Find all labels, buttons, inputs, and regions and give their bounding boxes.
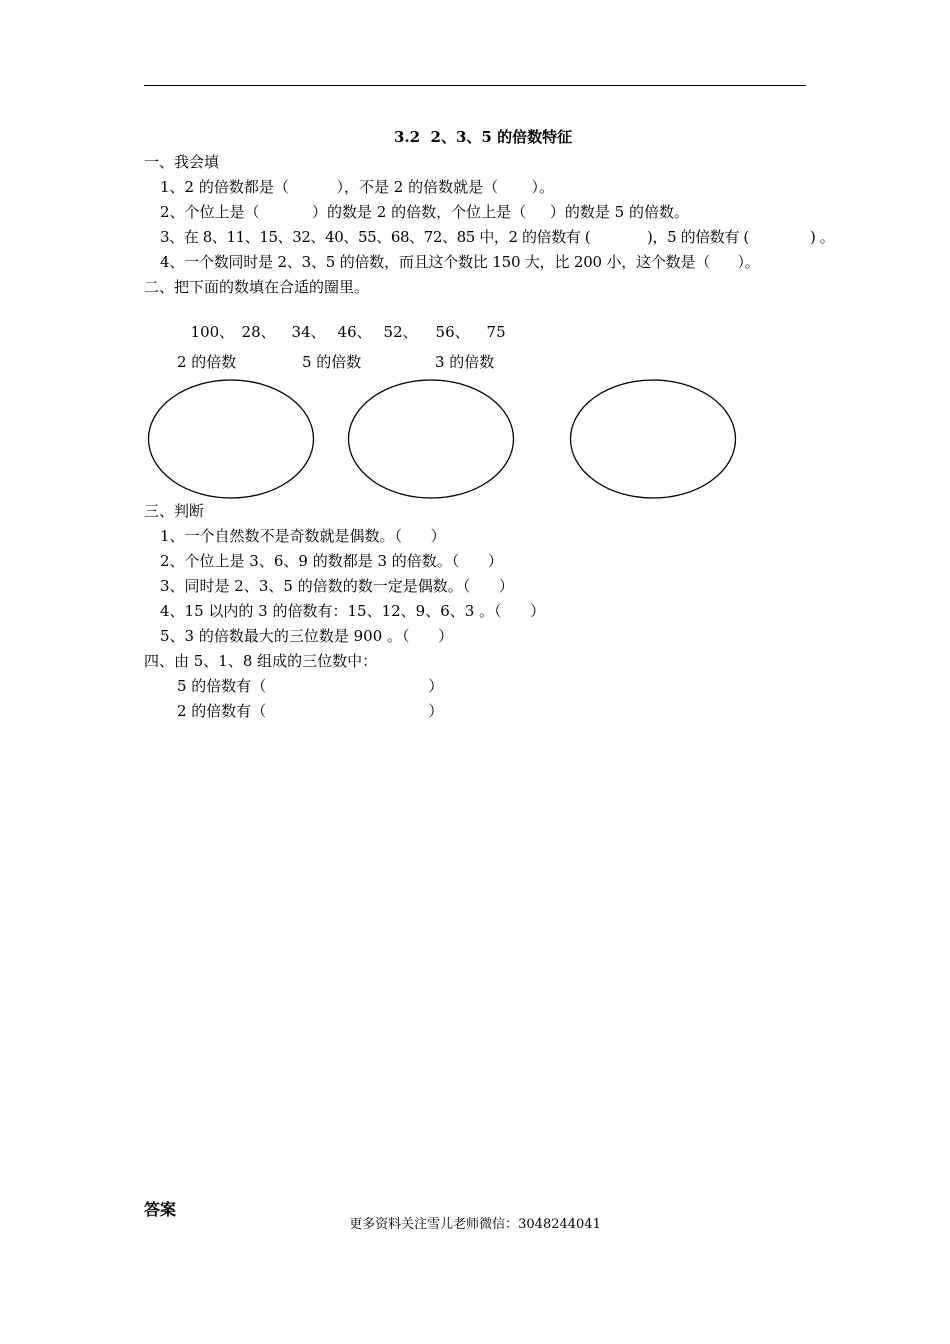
section4-heading: 四、由 5、1、8 组成的三位数中：: [144, 652, 378, 670]
number-item: 46、: [337, 323, 372, 341]
circle-multiples-of-5[interactable]: [349, 380, 514, 498]
number-item: 52、: [383, 323, 418, 341]
section1-q4: 4、一个数同时是 2、3、5 的倍数，而且这个数比 150 大，比 200 小，这个数是（ ）。: [160, 253, 760, 271]
section4-answer-5: 5 的倍数有（ ）: [177, 677, 444, 695]
circles-area: [0, 0, 950, 520]
section2-heading: 二、把下面的数填在合适的圈里。: [144, 278, 370, 296]
section3-q3: 3、同时是 2、3、5 的倍数的数一定是偶数。（ ）: [160, 577, 514, 595]
section3-heading: 三、判断: [144, 502, 205, 520]
section3-q2: 2、个位上是 3、6、9 的数都是 3 的倍数。（ ）: [160, 552, 503, 570]
page-title: 3.2 2、3、5 的倍数特征: [394, 128, 573, 146]
section3-q5: 5、3 的倍数最大的三位数是 900 。（ ）: [160, 627, 454, 645]
label-multiples-of-2: 2 的倍数: [177, 353, 237, 371]
section1-q3: 3、在 8、11、15、32、40、55、68、72、85 中，2 的倍数有 ( )，5 的倍数有 ( ) 。: [160, 228, 835, 246]
circle-multiples-of-2[interactable]: [149, 380, 314, 498]
label-multiples-of-3: 3 的倍数: [435, 353, 495, 371]
number-item: 56、: [435, 323, 470, 341]
section1-heading: 一、我会填: [144, 153, 220, 171]
label-multiples-of-5: 5 的倍数: [302, 353, 362, 371]
section1-q2: 2、个位上是（ ）的数是 2 的倍数，个位上是（ ）的数是 5 的倍数。: [160, 203, 689, 221]
section3-q1: 1、一个自然数不是奇数就是偶数。（ ）: [160, 527, 446, 545]
section4-answer-2: 2 的倍数有（ ）: [177, 702, 444, 720]
number-item: 28、: [241, 323, 276, 341]
number-item: 34、: [291, 323, 326, 341]
number-item: 75: [486, 323, 506, 341]
section3-q4: 4、15 以内的 3 的倍数有：15、12、9、6、3 。（ ）: [160, 602, 546, 620]
section1-q1: 1、2 的倍数都是（ ），不是 2 的倍数就是（ ）。: [160, 178, 554, 196]
number-item: 100、: [190, 323, 235, 341]
answers-heading: 答案: [144, 1200, 177, 1219]
footer-note: 更多资料关注雪儿老师微信：3048244041: [349, 1217, 601, 1232]
circle-multiples-of-3[interactable]: [571, 380, 736, 498]
